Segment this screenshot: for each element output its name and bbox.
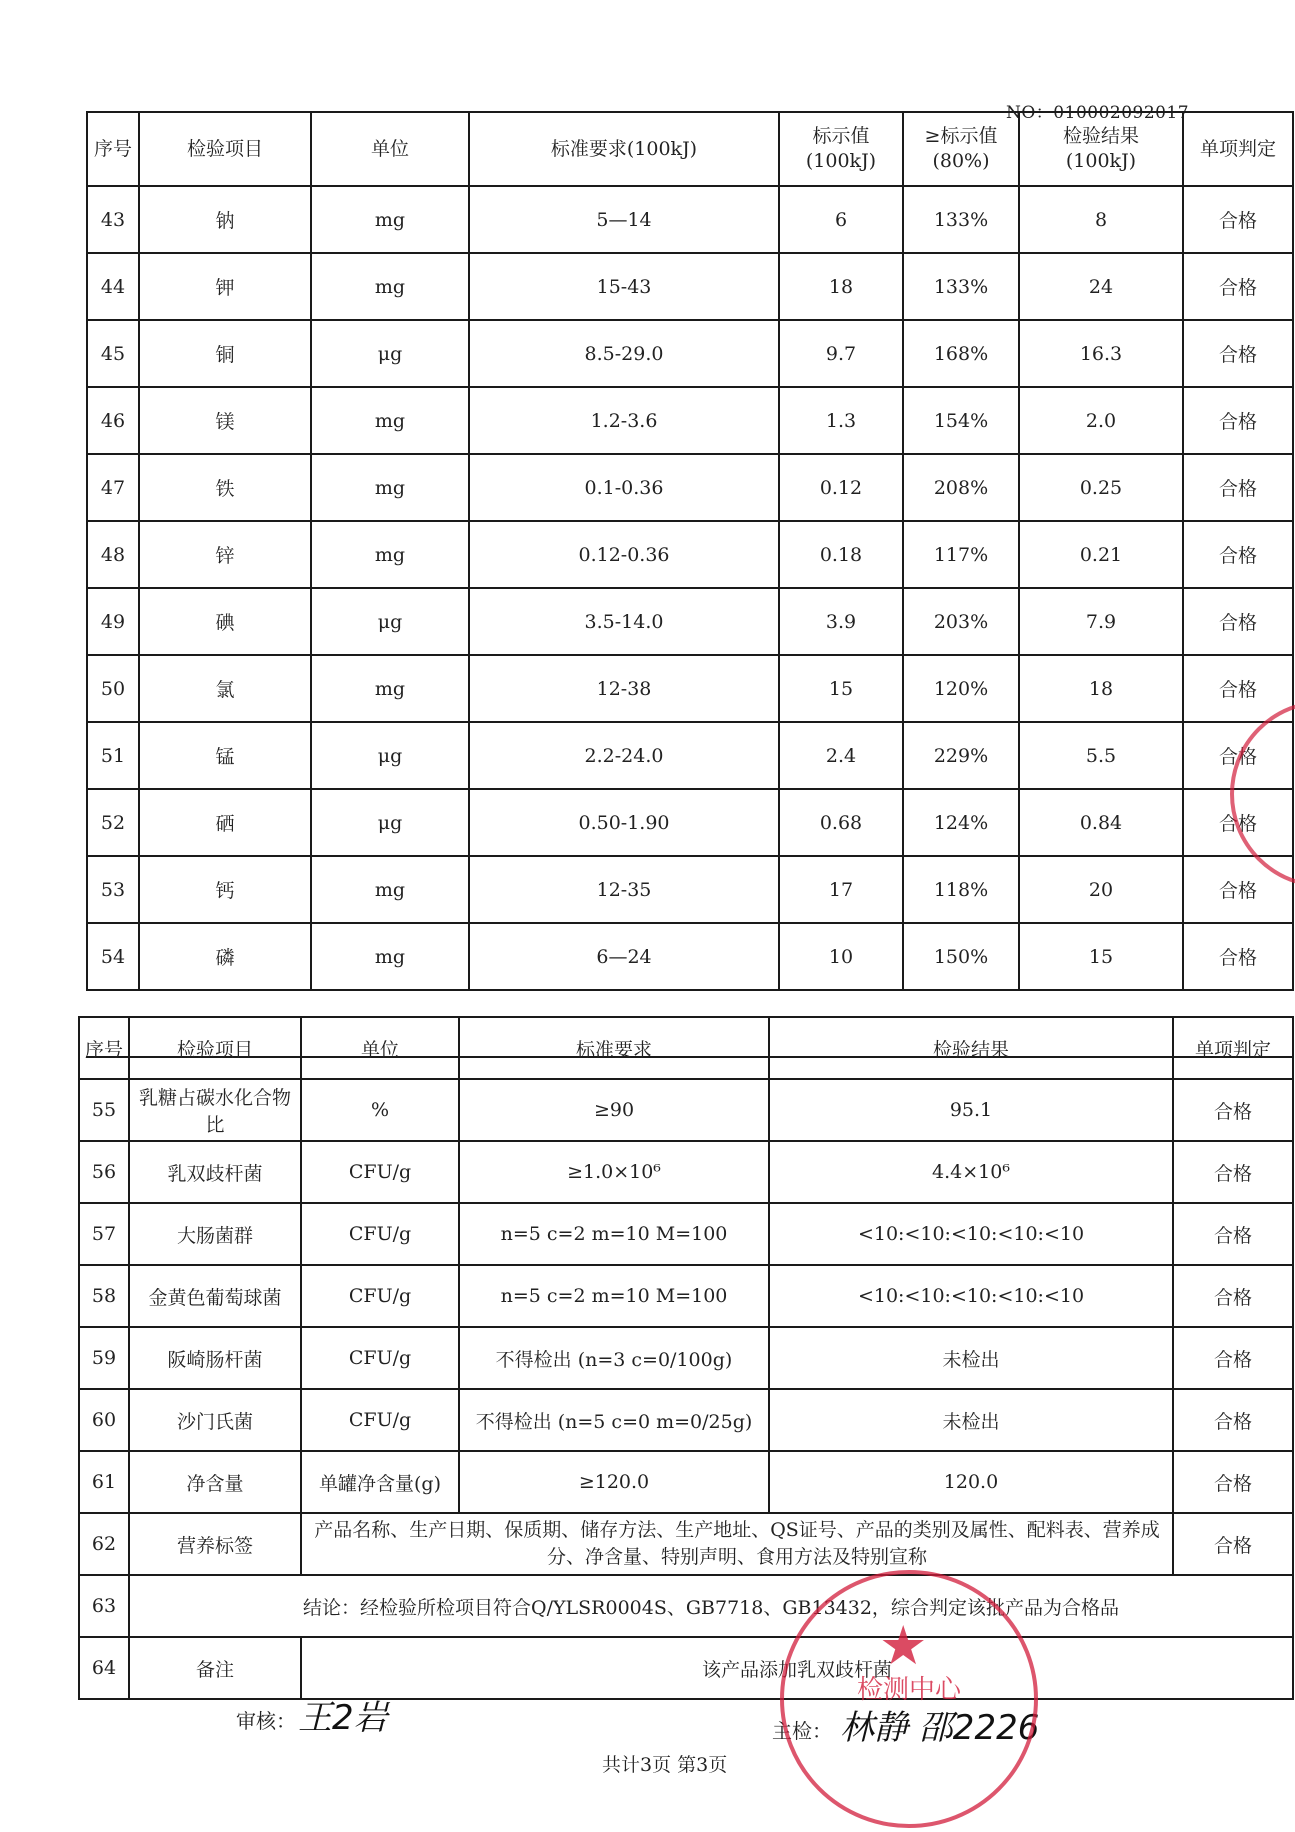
table-cell: 净含量 xyxy=(129,1451,301,1513)
table-cell: 大肠菌群 xyxy=(129,1203,301,1265)
column-header: 序号 xyxy=(79,1017,129,1079)
label-requirements: 产品名称、生产日期、保质期、储存方法、生产地址、QS证号、产品的类别及属性、配料表、营养成分、净含量、特别声明、食用方法及特别宣称 xyxy=(301,1513,1173,1575)
table-cell: 6—24 xyxy=(469,923,779,990)
table-cell: CFU/g xyxy=(301,1141,459,1203)
table-cell: 56 xyxy=(79,1141,129,1203)
table-cell: 2.0 xyxy=(1019,387,1183,454)
table-cell: 铜 xyxy=(139,320,311,387)
column-header: 序号 xyxy=(87,112,139,186)
table-cell: 45 xyxy=(87,320,139,387)
table-cell: 203% xyxy=(903,588,1019,655)
table-row xyxy=(87,722,1293,789)
table-cell: 合格 xyxy=(1183,387,1293,454)
table-cell: 合格 xyxy=(1183,856,1293,923)
table-cell: 合格 xyxy=(1183,588,1293,655)
table-row xyxy=(87,588,1293,655)
table-cell: 3.5-14.0 xyxy=(469,588,779,655)
table-cell: mg xyxy=(311,521,469,588)
table-cell: CFU/g xyxy=(301,1327,459,1389)
table-cell: 229% xyxy=(903,722,1019,789)
table-cell: 55 xyxy=(79,1079,129,1141)
table-cell: 133% xyxy=(903,186,1019,253)
table-cell: 2.2-24.0 xyxy=(469,722,779,789)
column-header: 检验结果 (100kJ) xyxy=(1019,112,1183,186)
table-cell: 合格 xyxy=(1173,1389,1293,1451)
table-cell: 0.1-0.36 xyxy=(469,454,779,521)
table-row xyxy=(87,253,1293,320)
table-cell: 合格 xyxy=(1173,1141,1293,1203)
conclusion: 结论：经检验所检项目符合Q/YLSR0004S、GB7718、GB13432，综合判定该批产品为合格品 xyxy=(129,1575,1293,1637)
table-cell: 乳双歧杆菌 xyxy=(129,1141,301,1203)
table-cell: ≥1.0×10⁶ xyxy=(459,1141,769,1203)
table-cell: 合格 xyxy=(1183,722,1293,789)
table-cell: mg xyxy=(311,253,469,320)
table-row xyxy=(79,1079,1293,1141)
table-row xyxy=(79,1265,1293,1327)
table-cell: 12-35 xyxy=(469,856,779,923)
table-cell: 53 xyxy=(87,856,139,923)
table-cell: 不得检出 (n=5 c=0 m=0/25g) xyxy=(459,1389,769,1451)
table-row xyxy=(87,856,1293,923)
table-cell: 合格 xyxy=(1173,1079,1293,1141)
table-cell: 18 xyxy=(779,253,903,320)
star-icon: ★ xyxy=(879,1614,928,1677)
table-cell: 磷 xyxy=(139,923,311,990)
table-cell: 59 xyxy=(79,1327,129,1389)
table-row xyxy=(79,1575,1293,1637)
table-cell: 0.84 xyxy=(1019,789,1183,856)
table-cell: 120% xyxy=(903,655,1019,722)
table-cell: 120.0 xyxy=(769,1451,1173,1513)
column-header: 标示值 (100kJ) xyxy=(779,112,903,186)
table-row xyxy=(79,1203,1293,1265)
table-cell: 8.5-29.0 xyxy=(469,320,779,387)
column-header: 标准要求(100kJ) xyxy=(469,112,779,186)
table-cell: 未检出 xyxy=(769,1327,1173,1389)
table-cell: 3.9 xyxy=(779,588,903,655)
table-cell: 57 xyxy=(79,1203,129,1265)
table-cell: 0.50-1.90 xyxy=(469,789,779,856)
table-cell: n=5 c=2 m=10 M=100 xyxy=(459,1265,769,1327)
table-row xyxy=(87,521,1293,588)
table-cell: 44 xyxy=(87,253,139,320)
column-header: 单项判定 xyxy=(1173,1017,1293,1079)
review-label: 审核： xyxy=(236,1709,296,1733)
microbe-header-row xyxy=(79,1017,1293,1079)
table-cell: 单罐净含量(g) xyxy=(301,1451,459,1513)
table-cell: 20 xyxy=(1019,856,1183,923)
column-header: 检验项目 xyxy=(129,1017,301,1079)
table-cell: CFU/g xyxy=(301,1265,459,1327)
table-cell: 0.12-0.36 xyxy=(469,521,779,588)
table-cell: 95.1 xyxy=(769,1079,1173,1141)
table-row xyxy=(87,655,1293,722)
seal-text: 检测中心 xyxy=(856,1675,961,1705)
table-cell: 150% xyxy=(903,923,1019,990)
table-cell: 镁 xyxy=(139,387,311,454)
microbe-table xyxy=(78,1016,1294,1700)
table-cell: 15-43 xyxy=(469,253,779,320)
microbe-rows xyxy=(79,1079,1293,1513)
table-cell: 50 xyxy=(87,655,139,722)
table-cell: 46 xyxy=(87,387,139,454)
table-cell: 钠 xyxy=(139,186,311,253)
table-cell: 乳糖占碳水化合物比 xyxy=(129,1079,301,1141)
table-cell: 合格 xyxy=(1183,253,1293,320)
table-cell: 合格 xyxy=(1183,454,1293,521)
table-cell: 208% xyxy=(903,454,1019,521)
table-cell: 金黄色葡萄球菌 xyxy=(129,1265,301,1327)
table-row xyxy=(87,789,1293,856)
table-cell: ≥90 xyxy=(459,1079,769,1141)
table-cell: 118% xyxy=(903,856,1019,923)
table-cell: 51 xyxy=(87,722,139,789)
item-name: 营养标签 xyxy=(129,1513,301,1575)
inspector-label: 主检： xyxy=(772,1719,832,1743)
nutrient-rows xyxy=(87,186,1293,990)
row-number: 64 xyxy=(79,1637,129,1699)
table-cell: 15 xyxy=(779,655,903,722)
table-row xyxy=(87,923,1293,990)
table-cell: 1.3 xyxy=(779,387,903,454)
row-number: 63 xyxy=(79,1575,129,1637)
table-row xyxy=(87,186,1293,253)
column-header: 单位 xyxy=(301,1017,459,1079)
table-cell: 0.68 xyxy=(779,789,903,856)
official-seal xyxy=(780,1570,1038,1828)
table-cell: 钾 xyxy=(139,253,311,320)
table-cell: 0.21 xyxy=(1019,521,1183,588)
table-cell: 钙 xyxy=(139,856,311,923)
table-row xyxy=(87,387,1293,454)
column-header: 检验结果 xyxy=(769,1017,1173,1079)
table-cell: 5.5 xyxy=(1019,722,1183,789)
table-cell: 58 xyxy=(79,1265,129,1327)
table-cell: 54 xyxy=(87,923,139,990)
table-cell: mg xyxy=(311,856,469,923)
table-cell: 0.25 xyxy=(1019,454,1183,521)
table-cell: mg xyxy=(311,655,469,722)
table-row xyxy=(87,320,1293,387)
report-number: NO：010002092017 xyxy=(1006,103,1190,123)
table-cell: 合格 xyxy=(1183,923,1293,990)
table-cell: mg xyxy=(311,923,469,990)
table-cell: ≥120.0 xyxy=(459,1451,769,1513)
table-cell: % xyxy=(301,1079,459,1141)
table-cell: 合格 xyxy=(1173,1451,1293,1513)
row-number: 62 xyxy=(79,1513,129,1575)
table-cell: 合格 xyxy=(1183,655,1293,722)
table-cell: 15 xyxy=(1019,923,1183,990)
table-cell: 60 xyxy=(79,1389,129,1451)
table-cell: 5—14 xyxy=(469,186,779,253)
table-row xyxy=(87,454,1293,521)
table-cell: 合格 xyxy=(1173,1203,1293,1265)
table-cell: μg xyxy=(311,789,469,856)
inspector-signature: 林静 邵2226 xyxy=(840,1708,1040,1748)
table-cell: mg xyxy=(311,387,469,454)
nutrient-table xyxy=(86,111,1294,1058)
table-cell: 47 xyxy=(87,454,139,521)
table-cell: mg xyxy=(311,186,469,253)
table-cell: 8 xyxy=(1019,186,1183,253)
table-cell: n=5 c=2 m=10 M=100 xyxy=(459,1203,769,1265)
table-cell: 18 xyxy=(1019,655,1183,722)
table-cell: μg xyxy=(311,588,469,655)
column-header: 单位 xyxy=(311,112,469,186)
table-row xyxy=(79,1327,1293,1389)
table-cell: 168% xyxy=(903,320,1019,387)
table-cell: 7.9 xyxy=(1019,588,1183,655)
verdict: 合格 xyxy=(1173,1513,1293,1575)
table-row xyxy=(79,1637,1293,1699)
table-cell: 0.18 xyxy=(779,521,903,588)
table-cell: 10 xyxy=(779,923,903,990)
table-cell: 合格 xyxy=(1183,789,1293,856)
table-cell: 硒 xyxy=(139,789,311,856)
table-row xyxy=(79,1141,1293,1203)
table-cell: 合格 xyxy=(1183,521,1293,588)
table-cell: 合格 xyxy=(1173,1327,1293,1389)
table-cell: 0.12 xyxy=(779,454,903,521)
table-row xyxy=(79,1389,1293,1451)
table-cell: 不得检出 (n=3 c=0/100g) xyxy=(459,1327,769,1389)
table-cell: 24 xyxy=(1019,253,1183,320)
table-cell: <10:<10:<10:<10:<10 xyxy=(769,1203,1173,1265)
table-cell: 碘 xyxy=(139,588,311,655)
remark-text: 该产品添加乳双歧杆菌 xyxy=(301,1637,1293,1699)
table-cell: CFU/g xyxy=(301,1203,459,1265)
table-cell: 154% xyxy=(903,387,1019,454)
table-cell: 锰 xyxy=(139,722,311,789)
table-cell: <10:<10:<10:<10:<10 xyxy=(769,1265,1173,1327)
table-cell: μg xyxy=(311,722,469,789)
table-cell: 48 xyxy=(87,521,139,588)
table-cell: 49 xyxy=(87,588,139,655)
table-cell: 沙门氏菌 xyxy=(129,1389,301,1451)
table-cell: 124% xyxy=(903,789,1019,856)
table-cell: 1.2-3.6 xyxy=(469,387,779,454)
table-cell: 4.4×10⁶ xyxy=(769,1141,1173,1203)
table-cell: 17 xyxy=(779,856,903,923)
table-cell: 氯 xyxy=(139,655,311,722)
table-cell: 133% xyxy=(903,253,1019,320)
table-cell: 117% xyxy=(903,521,1019,588)
table-cell: 16.3 xyxy=(1019,320,1183,387)
remark-label: 备注 xyxy=(129,1637,301,1699)
nutrient-header-row xyxy=(87,112,1293,186)
table-row xyxy=(79,1451,1293,1513)
table-cell: CFU/g xyxy=(301,1389,459,1451)
table-cell: 52 xyxy=(87,789,139,856)
column-header: 单项判定 xyxy=(1183,112,1293,186)
page-footer: 共计3页 第3页 xyxy=(602,1754,728,1776)
table-row xyxy=(79,1513,1293,1575)
column-header: 检验项目 xyxy=(139,112,311,186)
column-header: ≥标示值 (80%) xyxy=(903,112,1019,186)
table-cell: 未检出 xyxy=(769,1389,1173,1451)
column-header: 标准要求 xyxy=(459,1017,769,1079)
table-cell: 9.7 xyxy=(779,320,903,387)
table-cell: 铁 xyxy=(139,454,311,521)
table-cell: 合格 xyxy=(1183,320,1293,387)
table-cell: 61 xyxy=(79,1451,129,1513)
table-cell: 43 xyxy=(87,186,139,253)
table-cell: 12-38 xyxy=(469,655,779,722)
table-cell: 阪崎肠杆菌 xyxy=(129,1327,301,1389)
table-cell: 6 xyxy=(779,186,903,253)
table-cell: 合格 xyxy=(1173,1265,1293,1327)
table-cell: 2.4 xyxy=(779,722,903,789)
table-cell: 锌 xyxy=(139,521,311,588)
reviewer-signature: 王2岩 xyxy=(298,1698,388,1738)
table-cell: mg xyxy=(311,454,469,521)
table-cell: 合格 xyxy=(1183,186,1293,253)
table-cell: μg xyxy=(311,320,469,387)
